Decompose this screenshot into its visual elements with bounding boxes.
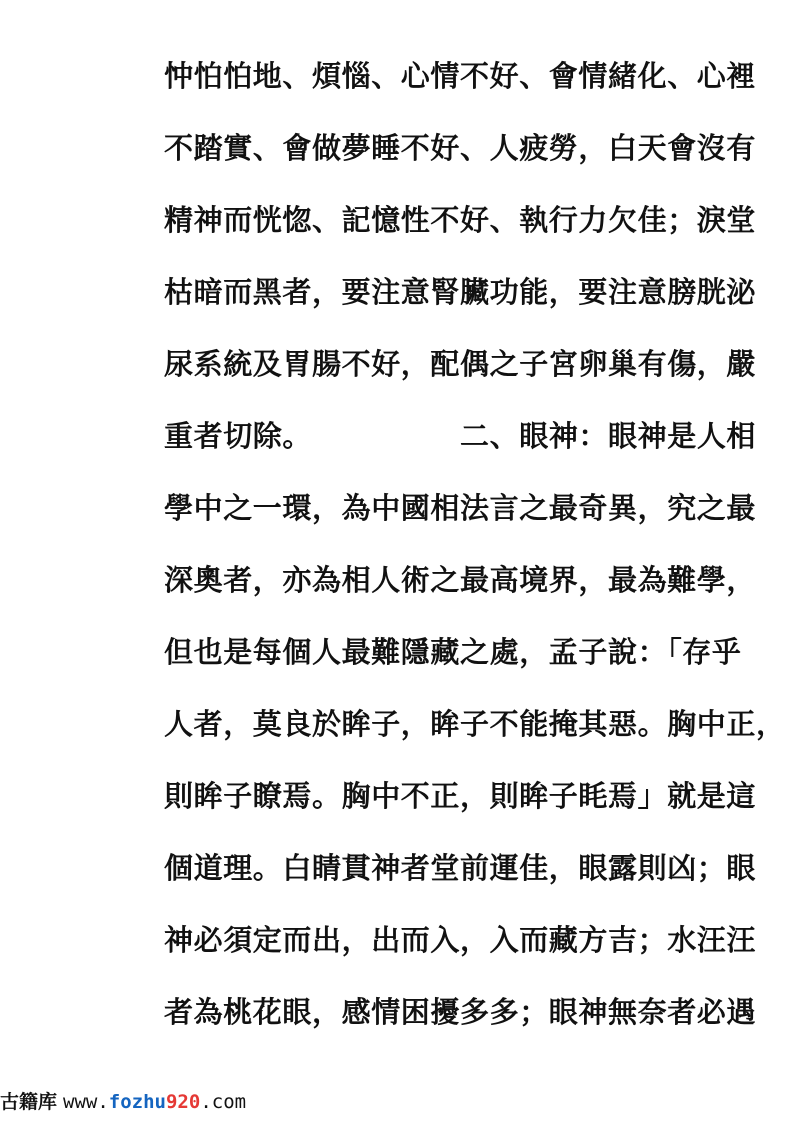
text-line: 忡怕怕地、煩惱、心情不好、會情緒化、心裡 bbox=[164, 59, 757, 93]
text-line: 不踏實、會做夢睡不好、人疲勞，白天會沒有 bbox=[164, 131, 757, 165]
text-line-with-section-heading bbox=[164, 412, 757, 484]
text-line: 精神而恍惚、記憶性不好、執行力欠佳；淚堂 bbox=[164, 203, 757, 237]
text-line: 者為桃花眼，感情困擾多多；眼神無奈者必遇 bbox=[164, 995, 757, 1029]
text-line: 學中之一環，為中國相法言之最奇異，究之最 bbox=[164, 491, 757, 525]
text-line: 枯暗而黑者，要注意腎臟功能，要注意膀胱泌 bbox=[164, 275, 757, 309]
url-prefix: www. bbox=[63, 1091, 109, 1113]
text-line-start: 重者切除。 bbox=[164, 419, 313, 453]
text-line: 人者，莫良於眸子，眸子不能掩其惡。胸中正， bbox=[164, 707, 786, 741]
url-number: 920 bbox=[165, 1091, 201, 1113]
section-heading-eye-spirit: 二、眼神：眼神是人相 bbox=[460, 419, 757, 453]
text-line: 神必須定而出，出而入，入而藏方吉；水汪汪 bbox=[164, 923, 757, 957]
url-domain: fozhu bbox=[108, 1091, 166, 1113]
text-line: 個道理。白睛貫神者堂前運佳，眼露則凶；眼 bbox=[164, 851, 757, 885]
site-name: 古籍库 bbox=[0, 1091, 58, 1113]
text-line: 但也是每個人最難隱藏之處，孟子說：「存乎 bbox=[164, 635, 742, 669]
url-suffix: .com bbox=[200, 1091, 247, 1113]
text-line: 尿系統及胃腸不好，配偶之子宮卵巢有傷，嚴 bbox=[164, 347, 757, 381]
text-line: 則眸子瞭焉。胸中不正，則眸子眊焉」就是這 bbox=[164, 779, 757, 813]
text-line: 深奧者，亦為相人術之最高境界，最為難學， bbox=[164, 563, 757, 597]
watermark-footer bbox=[0, 1088, 246, 1116]
document-body bbox=[164, 52, 786, 1060]
